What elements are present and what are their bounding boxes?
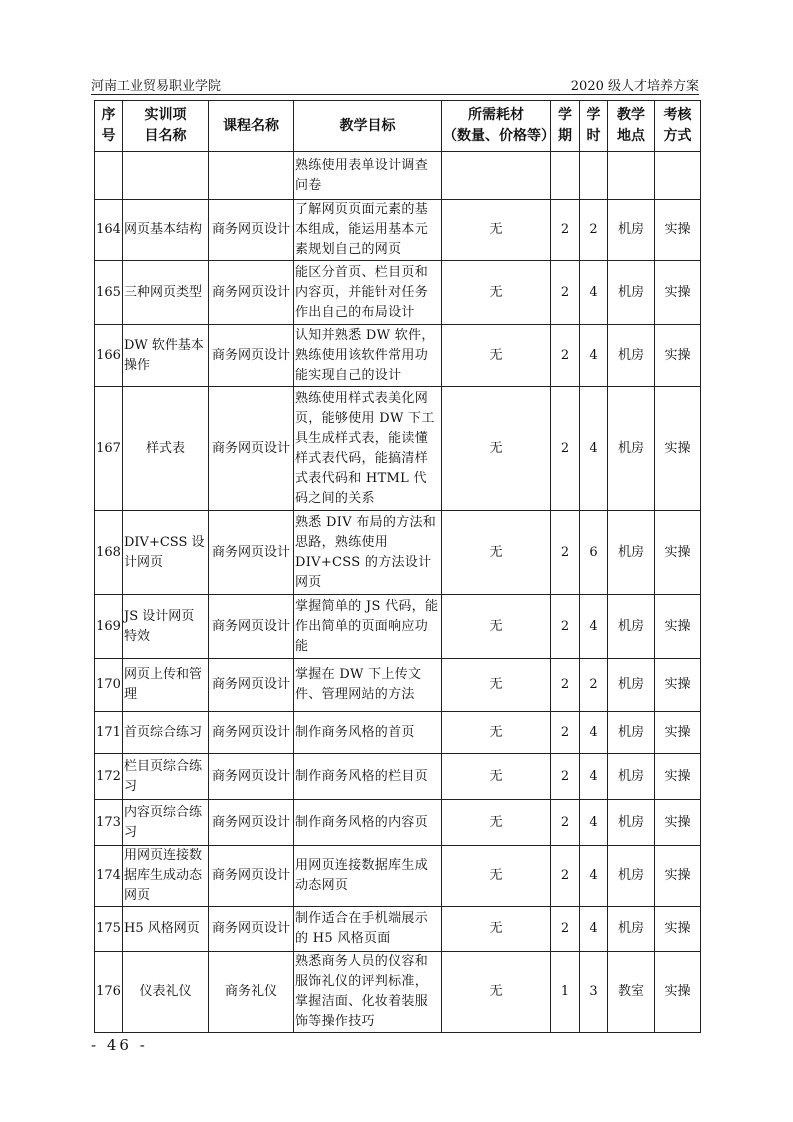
cell-course-name: 商务网页设计 [209,846,294,907]
cell-assessment: 实操 [655,595,701,659]
cell-row-number: 167 [95,387,123,511]
cell-project-name: 仪表礼仪 [123,952,209,1033]
cell-assessment: 实操 [655,952,701,1033]
cell-project-name: 样式表 [123,387,209,511]
cell-materials: 无 [442,595,551,659]
cell-course-name: 商务网页设计 [209,907,294,952]
cell-assessment: 实操 [655,754,701,800]
cell-hours: 4 [580,712,608,754]
table-row [95,152,701,200]
cell-materials: 无 [442,261,551,325]
cell-row-number: 172 [95,754,123,800]
column-header-material [442,101,555,152]
cell-course-name: 商务网页设计 [209,754,294,800]
cell-project-name: 内容页综合练习 [123,800,209,846]
page-number: - 46 - [91,1036,148,1054]
cell-course-name [209,152,294,200]
column-header-line: 时 [586,128,601,144]
table-row [95,907,701,952]
cell-teaching-goal: 熟练使用表单设计调查问卷 [294,152,442,200]
cell-term: 2 [551,200,580,261]
cell-materials: 无 [442,846,551,907]
cell-teaching-goal: 熟悉商务人员的仪容和服饰礼仪的评判标准，掌握洁面、化妆着装服饰等操作技巧 [294,952,442,1033]
column-header-line: 地点 [617,128,645,144]
cell-term: 2 [551,907,580,952]
column-header-line: 教学 [617,107,645,123]
cell-project-name: 网页基本结构 [123,200,209,261]
cell-row-number: 169 [95,595,123,659]
cell-hours: 3 [580,952,608,1033]
column-header-place [608,101,655,152]
cell-location: 机房 [608,800,655,846]
column-header-line: 考核 [663,107,692,123]
cell-course-name: 商务网页设计 [209,712,294,754]
cell-teaching-goal: 熟练使用样式表美化网页，能够使用 DW 下工具生成样式表，能读懂样式表代码，能搞清样式表代码和 HTML 代码之间的关系 [294,387,442,511]
cell-location: 机房 [608,712,655,754]
column-header-exam [655,101,701,152]
cell-assessment: 实操 [655,387,701,511]
table-header-row [95,101,701,152]
cell-term: 2 [551,659,580,712]
cell-materials: 无 [442,659,551,712]
cell-course-name: 商务网页设计 [209,387,294,511]
column-header-line: 号 [101,128,116,144]
table-row [95,387,701,511]
cell-location: 机房 [608,595,655,659]
cell-term: 2 [551,387,580,511]
cell-row-number: 175 [95,907,123,952]
table-row [95,595,701,659]
cell-course-name: 商务礼仪 [209,952,294,1033]
cell-course-name: 商务网页设计 [209,325,294,387]
header-school-name: 河南工业贸易职业学院 [91,79,222,94]
cell-project-name: 用网页连接数据库生成动态网页 [123,846,209,907]
cell-location: 机房 [608,659,655,712]
cell-project-name: DW 软件基本操作 [123,325,209,387]
cell-term: 2 [551,800,580,846]
cell-teaching-goal: 认知并熟悉 DW 软件，熟练使用该软件常用功能实现自己的设计 [294,325,442,387]
cell-teaching-goal: 用网页连接数据库生成动态网页 [294,846,442,907]
cell-term: 1 [551,952,580,1033]
column-header-goal [294,101,442,152]
column-header-line: 课程名称 [223,117,279,134]
cell-row-number: 164 [95,200,123,261]
column-header-no [95,101,123,152]
header-document-title: 2020 级人才培养方案 [570,79,699,94]
cell-teaching-goal: 制作商务风格的内容页 [294,800,442,846]
cell-assessment: 实操 [655,846,701,907]
cell-term: 2 [551,846,580,907]
cell-course-name: 商务网页设计 [209,800,294,846]
cell-hours: 4 [580,595,608,659]
cell-hours: 2 [580,659,608,712]
cell-assessment: 实操 [655,907,701,952]
cell-teaching-goal: 制作适合在手机端展示的 H5 风格页面 [294,907,442,952]
header-divider [91,94,699,95]
cell-hours: 4 [580,261,608,325]
cell-term: 2 [551,261,580,325]
column-header-line: 教学目标 [339,117,396,134]
cell-project-name: H5 风格网页 [123,907,209,952]
cell-term [551,152,580,200]
table-row [95,511,701,595]
column-header-line: 目名称 [144,128,187,144]
cell-hours: 6 [580,511,608,595]
cell-materials: 无 [442,387,551,511]
cell-project-name [123,152,209,200]
cell-project-name: 首页综合练习 [123,712,209,754]
cell-materials: 无 [442,712,551,754]
cell-row-number [95,152,123,200]
cell-project-name: 三种网页类型 [123,261,209,325]
table-row [95,712,701,754]
column-header-line: 期 [558,128,572,144]
table-row [95,800,701,846]
cell-assessment: 实操 [655,712,701,754]
cell-teaching-goal: 能区分首页、栏目页和内容页，并能针对任务作出自己的布局设计 [294,261,442,325]
cell-location: 机房 [608,261,655,325]
cell-location: 机房 [608,200,655,261]
cell-hours: 4 [580,800,608,846]
cell-hours: 2 [580,200,608,261]
cell-row-number: 171 [95,712,123,754]
cell-materials: 无 [442,952,551,1033]
table-row [95,754,701,800]
cell-hours [580,152,608,200]
cell-project-name: 栏目页综合练习 [123,754,209,800]
cell-row-number: 170 [95,659,123,712]
table-row [95,846,701,907]
column-header-line: 实训项 [144,107,187,123]
cell-assessment: 实操 [655,200,701,261]
table-row [95,261,701,325]
cell-hours: 4 [580,754,608,800]
column-header-hours [580,101,608,152]
cell-course-name: 商务网页设计 [209,511,294,595]
cell-hours: 4 [580,325,608,387]
cell-assessment: 实操 [655,659,701,712]
cell-assessment: 实操 [655,511,701,595]
cell-row-number: 166 [95,325,123,387]
cell-teaching-goal: 熟悉 DIV 布局的方法和思路，熟练使用 DIV+CSS 的方法设计网页 [294,511,442,595]
table-row [95,325,701,387]
cell-materials: 无 [442,907,551,952]
column-header-course [209,101,294,152]
cell-materials [442,152,551,200]
column-header-project [123,101,209,152]
cell-teaching-goal: 了解网页页面元素的基本组成，能运用基本元素规划自己的网页 [294,200,442,261]
cell-assessment: 实操 [655,261,701,325]
cell-course-name: 商务网页设计 [209,659,294,712]
column-header-line: 学 [558,107,572,123]
cell-assessment [655,152,701,200]
table-body [95,152,701,1033]
cell-course-name: 商务网页设计 [209,200,294,261]
cell-materials: 无 [442,325,551,387]
cell-project-name: 网页上传和管理 [123,659,209,712]
column-header-line: 所需耗材 [468,107,524,123]
cell-term: 2 [551,754,580,800]
cell-materials: 无 [442,200,551,261]
cell-project-name: DIV+CSS 设计网页 [123,511,209,595]
cell-project-name: JS 设计网页特效 [123,595,209,659]
cell-assessment: 实操 [655,325,701,387]
cell-materials: 无 [442,511,551,595]
table-row [95,200,701,261]
cell-course-name: 商务网页设计 [209,261,294,325]
cell-materials: 无 [442,754,551,800]
cell-location: 机房 [608,754,655,800]
cell-location: 机房 [608,387,655,511]
cell-location: 机房 [608,846,655,907]
cell-row-number: 176 [95,952,123,1033]
column-header-line: 学 [586,107,601,123]
cell-location: 机房 [608,325,655,387]
table-row [95,659,701,712]
cell-materials: 无 [442,800,551,846]
cell-location: 教室 [608,952,655,1033]
cell-teaching-goal: 掌握在 DW 下上传文件、管理网站的方法 [294,659,442,712]
cell-teaching-goal: 掌握简单的 JS 代码，能作出简单的页面响应功能 [294,595,442,659]
cell-term: 2 [551,595,580,659]
cell-row-number: 173 [95,800,123,846]
column-header-line: （数量、价格等） [443,128,555,144]
cell-teaching-goal: 制作商务风格的栏目页 [294,754,442,800]
cell-location [608,152,655,200]
cell-location: 机房 [608,511,655,595]
cell-assessment: 实操 [655,800,701,846]
column-header-line: 方式 [663,128,692,144]
cell-teaching-goal: 制作商务风格的首页 [294,712,442,754]
column-header-line: 序 [101,107,116,123]
cell-location: 机房 [608,907,655,952]
cell-hours: 4 [580,387,608,511]
cell-course-name: 商务网页设计 [209,595,294,659]
cell-term: 2 [551,325,580,387]
cell-row-number: 168 [95,511,123,595]
cell-term: 2 [551,511,580,595]
cell-row-number: 174 [95,846,123,907]
cell-row-number: 165 [95,261,123,325]
cell-hours: 4 [580,846,608,907]
cell-hours: 4 [580,907,608,952]
training-table [94,100,701,1033]
cell-term: 2 [551,712,580,754]
table-row [95,952,701,1033]
